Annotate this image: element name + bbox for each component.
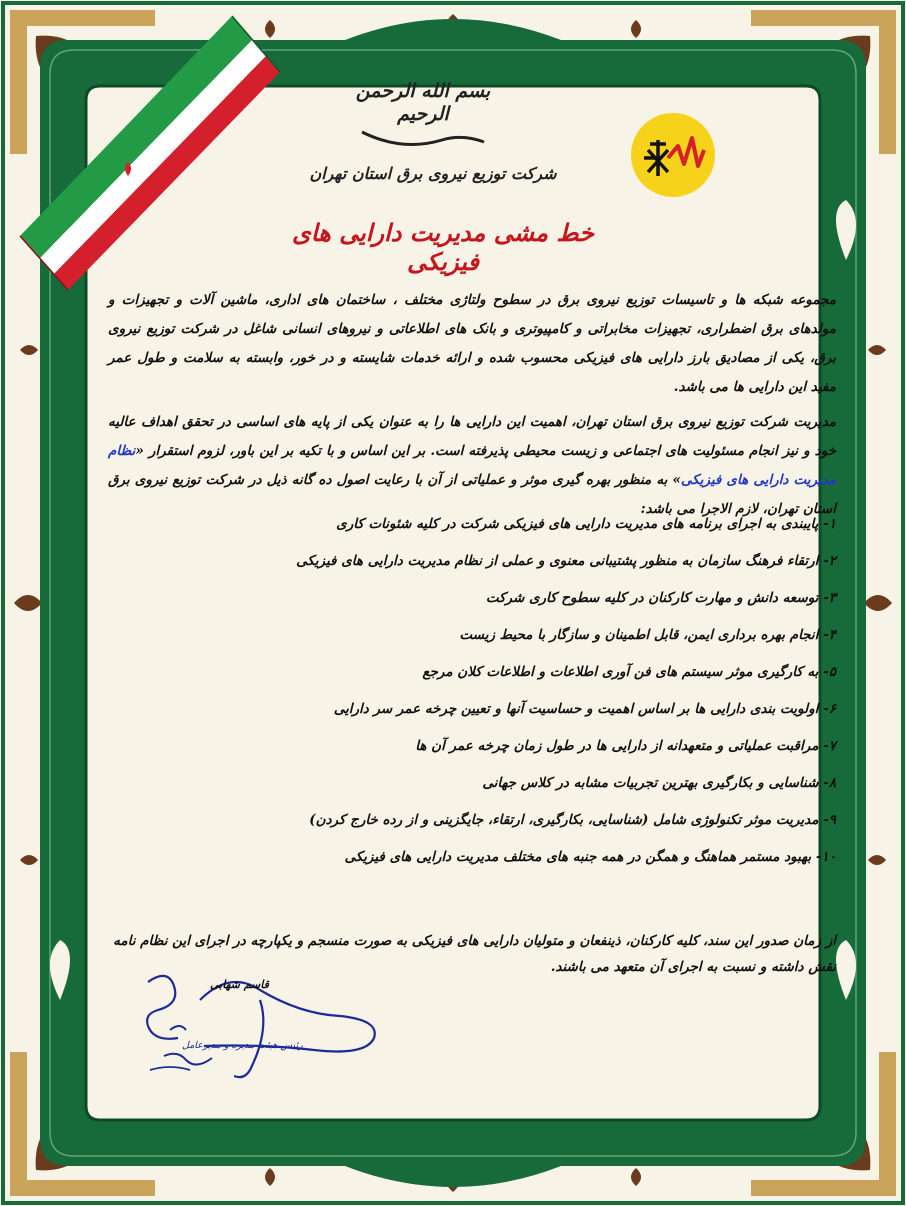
basmala-calligraphy: بسم الله الرحمن الرحیم	[355, 80, 491, 125]
policy-body	[108, 286, 836, 530]
calligraphy-flourish	[358, 122, 488, 152]
paragraph-policy-part-2: به منظور بهره گیری موثر و عملیاتی از آن با رعایت اصول ده گانه ذیل در شرکت توزیع نیروی برق استان تهران، لازم الاجرا می باشد:	[108, 472, 836, 517]
principles-list	[108, 506, 836, 876]
closing-statement: از زمان صدور این سند، کلیه کارکنان، ذینفعان و متولیان دارایی های فیزیکی به صورت منسجم و یکپارچه در اجرای این نظام نامه نقش داشته و نسبت به اجرای آن متعهد می باشند.	[113, 933, 836, 975]
company-name: شرکت توزیع نیروی برق استان تهران	[309, 164, 557, 183]
principle-item: ۱- پایبندی به اجرای برنامه های مدیریت دارایی های فیزیکی شرکت در کلیه شئونات کاری	[336, 516, 836, 532]
principle-item: ۹- مدیریت موثر تکنولوژی شامل (شناسایی، بکارگیری، ارتقاء، جایگزینی و از رده خارج کردن)	[309, 812, 836, 828]
principle-item: ۲- ارتقاء فرهنگ سازمان به منظور پشتیبانی معنوی و عملی از نظام مدیریت دارایی های فیزیکی	[296, 553, 836, 569]
principle-item: ۱۰- بهبود مستمر هماهنگ و همگن در همه جنبه های مختلف مدیریت دارایی های فیزیکی	[344, 849, 836, 865]
highlight-asset-management-system: نظام مدیریت دارایی های فیزیکی	[108, 443, 836, 488]
paragraph-policy-part-1: مدیریت شرکت توزیع نیروی برق استان تهران، اهمیت این دارایی ها را به عنوان یکی از پایه های اساسی در تحقق اهداف عالیه خود و نیز انجام مسئولیت های اجتماعی و زیست محیطی پذیرفته است. بر این اساس و با تکیه بر این باور، لزوم استقرار	[108, 414, 836, 459]
document-content	[108, 60, 836, 1100]
document-title: خط مشی مدیریت دارایی های فیزیکی	[292, 218, 594, 276]
principle-item: ۵- به کارگیری موثر سیستم های فن آوری اطلاعات و اطلاعات کلان مرجع	[422, 664, 836, 680]
principle-item: ۸- شناسایی و بکارگیری بهترین تجربیات مشابه در کلاس جهانی	[482, 775, 836, 791]
principle-item: ۷- مراقبت عملیاتی و متعهدانه از دارایی ها در طول زمان چرخه عمر آن ها	[415, 738, 836, 754]
signatory-name: قاسم شهابی	[210, 978, 269, 991]
company-logo-icon	[628, 110, 718, 200]
principle-item: ۶- اولویت بندی دارایی ها بر اساس اهمیت و حساسیت آنها و تعیین چرخه عمر سر دارایی	[333, 701, 836, 717]
principle-item: ۴- انجام بهره برداری ایمن، قابل اطمینان و سازگار با محیط زیست	[459, 627, 836, 643]
signatory-role: رئیس هیئت مدیره و مدیرعامل	[182, 1040, 303, 1051]
paragraph-assets: مجموعه شبکه ها و تاسیسات توزیع نیروی برق در سطوح ولتاژی مختلف ، ساختمان های اداری، ماشین آلات و تجهیزات و مولدهای برق اضطراری، تجهیزات مخابراتی و کامپیوتری و بانک های اطلاعاتی و نیروهای انسانی شاغل در شرکت توزیع نیروی برق، یکی از مصادیق بارز دارایی های فیزیکی محسوب شده و ارائه خدمات شایسته و در خور، وابسته به سلامت و طول عمر مفید این دارایی ها می باشد.	[108, 292, 836, 395]
paragraph-policy: مدیریت شرکت توزیع نیروی برق استان تهران، اهمیت این دارایی ها را به عنوان یکی از پایه های اساسی در تحقق اهداف عالیه خود و نیز انجام مسئولیت های اجتماعی و زیست محیطی پذیرفته است. بر این اساس و با تکیه بر این باور، لزوم استقرار «نظام مدیریت دارایی های فیزیکی» به منظور بهره گیری موثر و عملیاتی از آن با رعایت اصول ده گانه ذیل در شرکت توزیع نیروی برق استان تهران، لازم الاجرا می باشد:	[108, 414, 836, 517]
principle-item: ۳- توسعه دانش و مهارت کارکنان در کلیه سطوح کاری شرکت	[485, 590, 836, 606]
